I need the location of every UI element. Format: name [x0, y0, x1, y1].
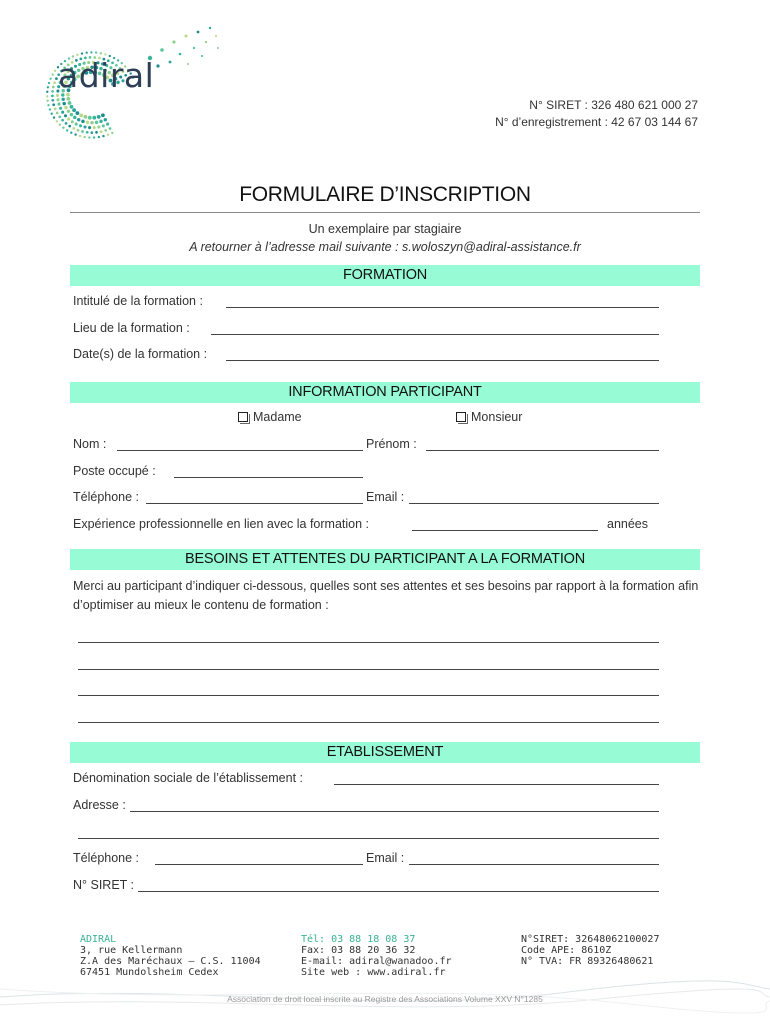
denomination-label: Dénomination sociale de l’établissement :: [73, 771, 303, 785]
madame-checkbox-icon[interactable]: [238, 412, 248, 422]
madame-option[interactable]: [238, 410, 302, 424]
adresse-label: Adresse :: [73, 798, 126, 812]
footer-ape: Code APE: 8610Z: [521, 945, 612, 956]
footer-legal: [521, 934, 659, 967]
footer-fax: Fax: 03 88 20 36 32: [301, 945, 416, 956]
besoins-line[interactable]: [78, 669, 659, 670]
denomination-field[interactable]: [334, 784, 659, 785]
header-identifiers: [495, 97, 698, 131]
email-label: Email :: [366, 490, 405, 504]
nom-field[interactable]: [117, 450, 363, 451]
footer-org-name: ADIRAL: [80, 934, 117, 945]
subtitle: Un exemplaire par stagiaire: [308, 222, 462, 236]
telephone-field[interactable]: [146, 503, 363, 504]
footer-site: Site web : www.adiral.fr: [301, 967, 446, 978]
association-note: Association de droit local inscrite au Registre des Associations Volume XXV N°1285: [227, 994, 543, 1004]
intitule-field[interactable]: [226, 307, 659, 308]
title-divider: [70, 212, 700, 213]
footer-address-line: 3, rue Kellermann: [80, 945, 183, 956]
footer-siret: N°SIRET: 32648062100027: [521, 934, 660, 945]
nom-label: Nom :: [73, 437, 107, 451]
intitule-label: Intitulé de la formation :: [73, 294, 203, 308]
header-siret: N° SIRET : 326 480 621 000 27: [529, 98, 698, 112]
section-etablissement-heading: ETABLISSEMENT: [70, 742, 700, 763]
dates-field[interactable]: [226, 360, 659, 361]
lieu-label: Lieu de la formation :: [73, 321, 190, 335]
etab-telephone-label: Téléphone :: [73, 851, 140, 865]
besoins-instructions: Merci au participant d’indiquer ci-dessous, quelles sont ses attentes et ses besoins par rapport à la formation afin d’optimiser au mieux le contenu de formation :: [73, 579, 699, 612]
experience-label: Expérience professionnelle en lien avec la formation :: [73, 517, 370, 531]
prenom-label: Prénom :: [366, 437, 417, 451]
monsieur-option[interactable]: [456, 410, 522, 424]
adresse-field-2[interactable]: [78, 838, 659, 839]
section-besoins-heading: BESOINS ET ATTENTES DU PARTICIPANT A LA FORMATION: [70, 549, 700, 570]
adresse-field[interactable]: [130, 811, 659, 812]
dates-label: Date(s) de la formation :: [73, 347, 208, 361]
etab-siret-field[interactable]: [138, 891, 659, 892]
etab-siret-label: N° SIRET :: [73, 878, 135, 892]
page-title: FORMULAIRE D’INSCRIPTION: [239, 183, 531, 206]
poste-field[interactable]: [174, 477, 363, 478]
lieu-field[interactable]: [211, 334, 659, 335]
section-formation-heading: FORMATION: [70, 265, 700, 286]
footer-contact: [301, 934, 452, 978]
prenom-field[interactable]: [426, 450, 659, 451]
annees-label: années: [607, 517, 649, 531]
section-participant-heading: INFORMATION PARTICIPANT: [70, 382, 700, 403]
besoins-line[interactable]: [78, 695, 659, 696]
telephone-label: Téléphone :: [73, 490, 140, 504]
madame-label: Madame: [253, 410, 302, 424]
etab-telephone-field[interactable]: [155, 864, 363, 865]
experience-field[interactable]: [412, 530, 598, 531]
besoins-line[interactable]: [78, 642, 659, 643]
footer-address-line: 67451 Mundolsheim Cedex: [80, 967, 219, 978]
etab-email-field[interactable]: [409, 864, 659, 865]
email-field[interactable]: [409, 503, 659, 504]
footer-address: [80, 934, 261, 978]
footer-address-line: Z.A des Maréchaux – C.S. 11004: [80, 956, 261, 967]
return-note: A retourner à l’adresse mail suivante : s.woloszyn@adiral-assistance.fr: [189, 240, 581, 254]
etab-email-label: Email :: [366, 851, 405, 865]
footer-tel: Tél: 03 88 18 08 37: [301, 934, 416, 945]
header-registration: N° d’enregistrement : 42 67 03 144 67: [495, 115, 698, 129]
poste-label: Poste occupé :: [73, 464, 156, 478]
footer-tva: N° TVA: FR 89326480621: [521, 956, 654, 967]
monsieur-label: Monsieur: [471, 410, 523, 424]
footer-email: E-mail: adiral@wanadoo.fr: [301, 956, 452, 967]
monsieur-checkbox-icon[interactable]: [456, 412, 466, 422]
besoins-line[interactable]: [78, 722, 659, 723]
logo-text: adiral: [58, 56, 155, 95]
